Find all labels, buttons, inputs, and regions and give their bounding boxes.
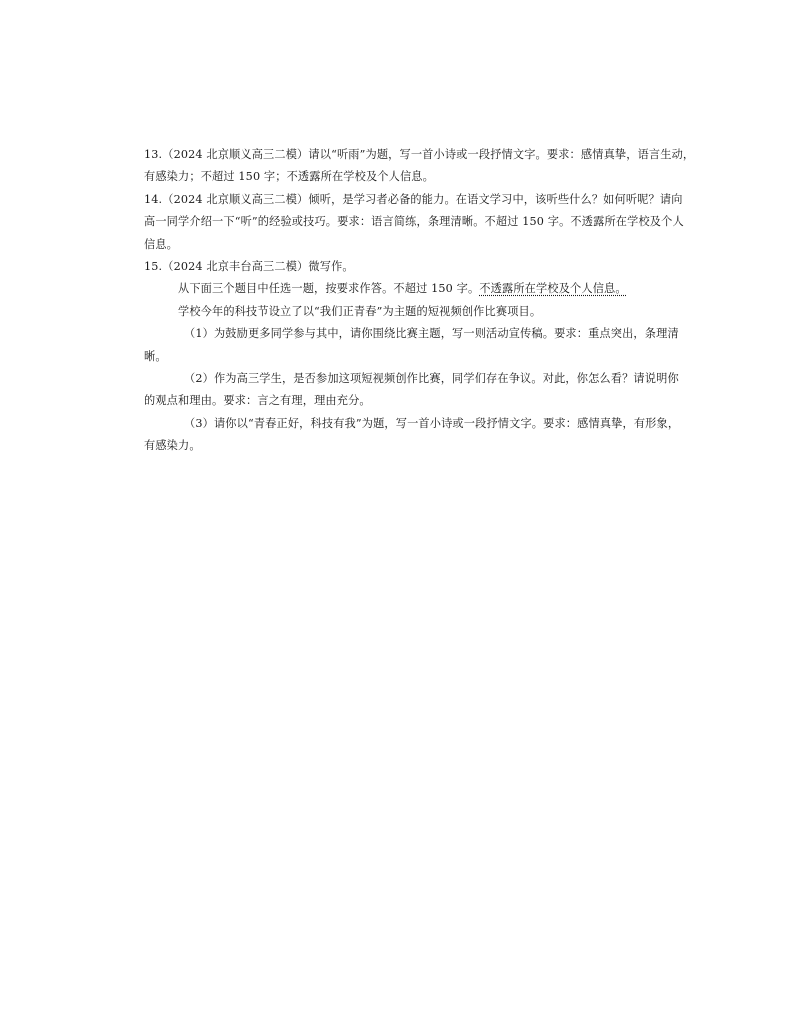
option-2-line: 的观点和理由。要求：言之有理，理由充分。	[144, 394, 371, 408]
question-14	[144, 189, 720, 256]
instruction-emphasis: 不透露所在学校及个人信息。	[479, 282, 627, 296]
option-1-line: 晰。	[144, 349, 167, 363]
question-14-line: 14.（2024 北京顺义高三二模）倾听，是学习者必备的能力。在语文学习中，该听些什么？如何听呢？请向	[144, 192, 683, 206]
question-15	[144, 256, 720, 458]
question-15-heading: 15.（2024 北京丰台高三二模）微写作。	[144, 259, 354, 273]
instruction-text: 从下面三个题目中任选一题，按要求作答。不超过 150 字。	[178, 282, 480, 296]
option-3-line: （3）请你以“青春正好，科技有我”为题，写一首小诗或一段抒情文字。要求：感情真挚，有形象，	[184, 416, 680, 430]
question-15-background: 学校今年的科技节设立了以“我们正青春”为主题的短视频创作比赛项目。	[178, 304, 542, 318]
option-1	[144, 323, 720, 368]
question-13-line: 有感染力；不超过 150 字；不透露所在学校及个人信息。	[144, 170, 434, 184]
question-14-line: 高一同学介绍一下“听”的经验或技巧。要求：语言简练，条理清晰。不超过 150 字。不透露所在学校及个人	[144, 215, 684, 229]
question-13	[144, 144, 720, 189]
option-1-line: （1）为鼓励更多同学参与其中，请你围绕比赛主题，写一则活动宣传稿。要求：重点突出，条理清	[184, 327, 679, 341]
option-3	[144, 413, 720, 458]
question-15-instruction	[144, 278, 720, 300]
document-body	[144, 144, 720, 457]
option-3-line: 有感染力。	[144, 439, 201, 453]
question-13-line: 13.（2024 北京顺义高三二模）请以“听雨”为题，写一首小诗或一段抒情文字。要求：感情真挚，语言生动，	[144, 148, 695, 161]
option-2	[144, 368, 720, 413]
option-2-line: （2）作为高三学生，是否参加这项短视频创作比赛，同学们存在争议。对此，你怎么看？请说明你	[184, 371, 679, 385]
question-14-line: 信息。	[144, 237, 179, 251]
